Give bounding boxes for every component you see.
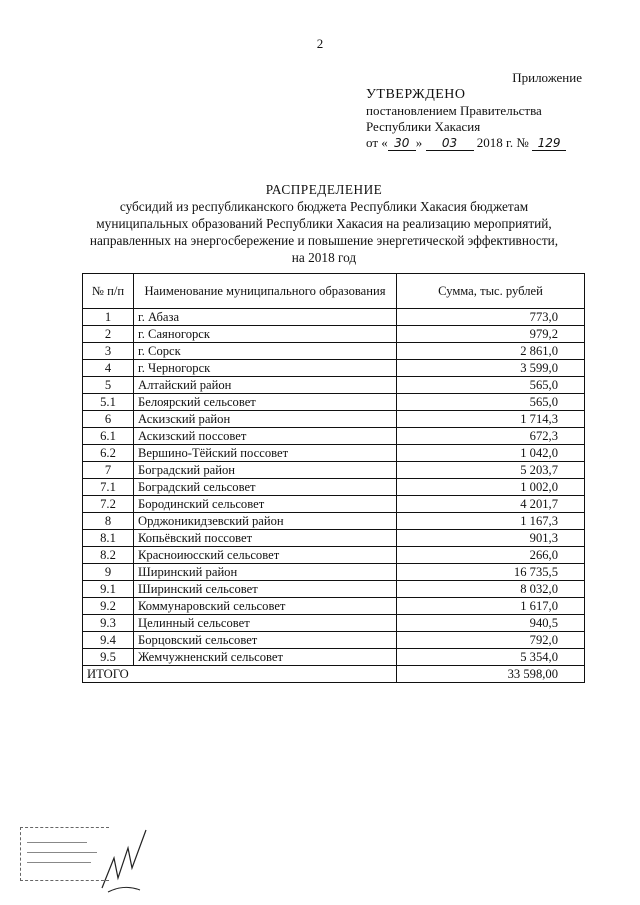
row-name: Вершино-Тёйский поссовет [134, 445, 397, 462]
table-total-row [83, 666, 585, 683]
title-line2: муниципальных образований Республики Хакасия на реализацию мероприятий, [96, 216, 552, 231]
row-number: 5 [83, 377, 134, 394]
row-name: Жемчужненский сельсовет [134, 649, 397, 666]
date-day: 30 [388, 136, 416, 151]
row-number: 4 [83, 360, 134, 377]
row-name: Коммунаровский сельсовет [134, 598, 397, 615]
document-title [64, 181, 584, 266]
row-name: г. Саяногорск [134, 326, 397, 343]
approved-by-line2: Республики Хакасия [366, 119, 481, 134]
decree-number: 129 [532, 136, 566, 151]
row-name: Орджоникидзевский район [134, 513, 397, 530]
table-row [83, 360, 585, 377]
date-year: 2018 г. № [476, 135, 529, 150]
approved-label: УТВЕРЖДЕНО [366, 87, 466, 102]
table-row [83, 462, 585, 479]
row-sum: 940,5 [397, 615, 585, 632]
row-name: Борцовский сельсовет [134, 632, 397, 649]
row-number: 9.1 [83, 581, 134, 598]
row-name: Целинный сельсовет [134, 615, 397, 632]
page-number: 2 [316, 36, 324, 51]
row-name: г. Черногорск [134, 360, 397, 377]
decree-date-line [366, 135, 566, 151]
column-header-num: № п/п [83, 274, 134, 309]
table-row [83, 564, 585, 581]
table-row [83, 479, 585, 496]
row-sum: 1 042,0 [397, 445, 585, 462]
title-line3: направленных на энергосбережение и повышение энергетической эффективности, [89, 233, 559, 248]
table-body [83, 309, 585, 666]
column-header-sum: Сумма, тыс. рублей [397, 274, 585, 309]
row-number: 6.2 [83, 445, 134, 462]
row-name: г. Сорск [134, 343, 397, 360]
row-number: 9.5 [83, 649, 134, 666]
row-number: 9.4 [83, 632, 134, 649]
row-name: Бородинский сельсовет [134, 496, 397, 513]
row-sum: 3 599,0 [397, 360, 585, 377]
column-header-name: Наименование муниципального образования [134, 274, 397, 309]
table-row [83, 581, 585, 598]
row-name: г. Абаза [134, 309, 397, 326]
row-sum: 8 032,0 [397, 581, 585, 598]
row-sum: 901,3 [397, 530, 585, 547]
table-row [83, 632, 585, 649]
row-sum: 672,3 [397, 428, 585, 445]
table-row [83, 326, 585, 343]
row-name: Ширинский сельсовет [134, 581, 397, 598]
row-number: 9.3 [83, 615, 134, 632]
total-sum: 33 598,00 [397, 666, 585, 683]
row-number: 3 [83, 343, 134, 360]
row-sum: 5 203,7 [397, 462, 585, 479]
row-number: 6.1 [83, 428, 134, 445]
row-sum: 266,0 [397, 547, 585, 564]
row-sum: 1 167,3 [397, 513, 585, 530]
table-row [83, 309, 585, 326]
row-name: Ширинский район [134, 564, 397, 581]
row-sum: 5 354,0 [397, 649, 585, 666]
row-number: 7.1 [83, 479, 134, 496]
table-header-row [83, 274, 585, 309]
table-row [83, 428, 585, 445]
table-row [83, 377, 585, 394]
row-sum: 773,0 [397, 309, 585, 326]
row-sum: 16 735,5 [397, 564, 585, 581]
row-name: Аскизский поссовет [134, 428, 397, 445]
approval-block [366, 87, 566, 151]
row-number: 7.2 [83, 496, 134, 513]
row-name: Красноиюсский сельсовет [134, 547, 397, 564]
table-row [83, 598, 585, 615]
annex-label: Приложение [512, 70, 582, 85]
table-row [83, 496, 585, 513]
total-label: ИТОГО [83, 666, 397, 683]
row-name: Аскизский район [134, 411, 397, 428]
table-row [83, 615, 585, 632]
row-sum: 2 861,0 [397, 343, 585, 360]
table-row [83, 530, 585, 547]
row-number: 1 [83, 309, 134, 326]
row-name: Алтайский район [134, 377, 397, 394]
row-number: 5.1 [83, 394, 134, 411]
date-mid: » [415, 135, 423, 150]
row-number: 2 [83, 326, 134, 343]
row-number: 8.2 [83, 547, 134, 564]
table-row [83, 513, 585, 530]
table-row [83, 343, 585, 360]
table-row [83, 547, 585, 564]
table-row [83, 649, 585, 666]
row-number: 9 [83, 564, 134, 581]
row-number: 8 [83, 513, 134, 530]
distribution-table [82, 273, 585, 683]
row-number: 8.1 [83, 530, 134, 547]
row-sum: 1 002,0 [397, 479, 585, 496]
row-sum: 979,2 [397, 326, 585, 343]
table-row [83, 411, 585, 428]
row-number: 6 [83, 411, 134, 428]
row-name: Боградский район [134, 462, 397, 479]
date-month: 03 [426, 136, 474, 151]
row-sum: 1 617,0 [397, 598, 585, 615]
table-row [83, 445, 585, 462]
approved-by-line1: постановлением Правительства [366, 103, 542, 118]
row-name: Боградский сельсовет [134, 479, 397, 496]
row-name: Белоярский сельсовет [134, 394, 397, 411]
title-heading: РАСПРЕДЕЛЕНИЕ [265, 182, 383, 197]
table-row [83, 394, 585, 411]
row-sum: 565,0 [397, 394, 585, 411]
row-name: Копьёвский поссовет [134, 530, 397, 547]
title-line1: субсидий из республиканского бюджета Республики Хакасия бюджетам [119, 199, 529, 214]
row-sum: 1 714,3 [397, 411, 585, 428]
date-prefix: от « [366, 135, 388, 150]
row-number: 7 [83, 462, 134, 479]
title-line4: на 2018 год [291, 250, 357, 265]
row-sum: 565,0 [397, 377, 585, 394]
row-number: 9.2 [83, 598, 134, 615]
row-sum: 4 201,7 [397, 496, 585, 513]
row-sum: 792,0 [397, 632, 585, 649]
signature-mark [94, 818, 164, 898]
